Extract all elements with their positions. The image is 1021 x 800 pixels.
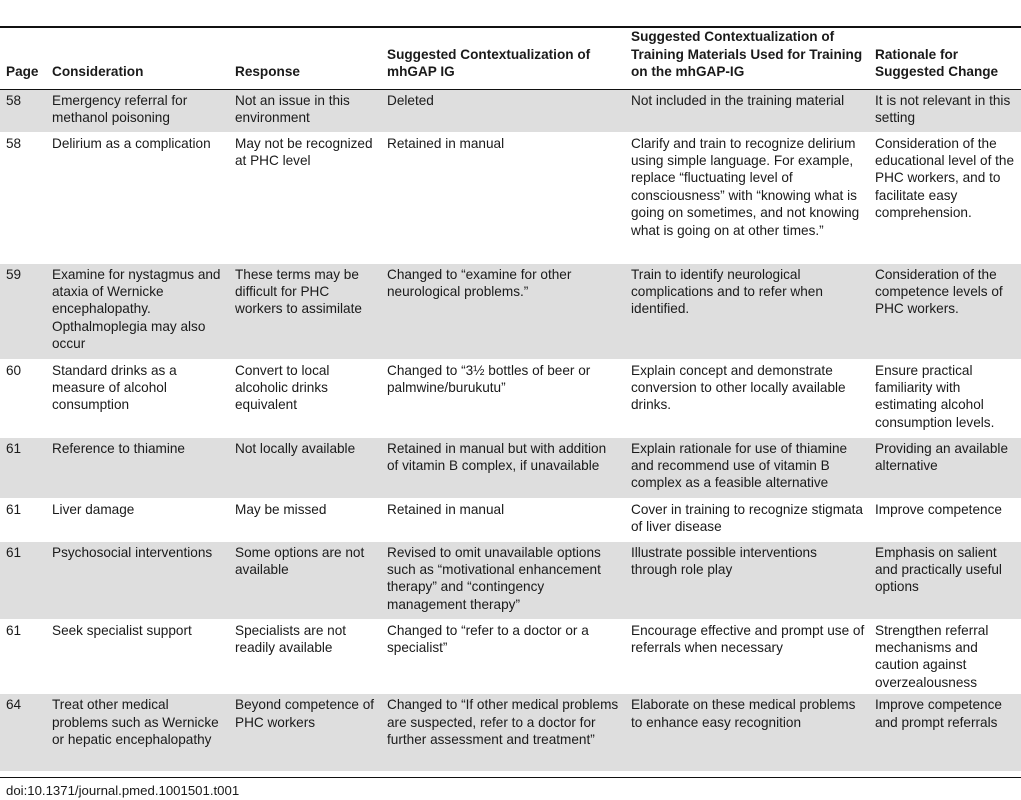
- cell-page: 64: [0, 694, 46, 772]
- cell-response: May not be recognized at PHC level: [229, 132, 381, 263]
- cell-response: Convert to local alcoholic drinks equivalent: [229, 359, 381, 437]
- cell-consideration: Psychosocial interventions: [46, 541, 229, 619]
- cell-rationale: Consideration of the educational level of the PHC workers, and to facilitate easy comprehension.: [869, 132, 1021, 263]
- cell-response: Some options are not available: [229, 541, 381, 619]
- header-row: [0, 28, 1021, 89]
- cell-consideration: Seek specialist support: [46, 619, 229, 694]
- header-training-contextualization: Suggested Contextualization of Training Materials Used for Training on the mhGAP-IG: [625, 28, 869, 89]
- cell-consideration: Delirium as a complication: [46, 132, 229, 263]
- cell-page: 61: [0, 498, 46, 541]
- cell-rationale: Improve competence and prompt referrals: [869, 694, 1021, 772]
- cell-training: Not included in the training material: [625, 89, 869, 132]
- table-row: [0, 694, 1021, 772]
- cell-mhgap: Changed to “If other medical problems are suspected, refer to a doctor for further assessment and treatment”: [381, 694, 625, 772]
- cell-consideration: Standard drinks as a measure of alcohol consumption: [46, 359, 229, 437]
- header-rationale: Rationale for Suggested Change: [869, 28, 1021, 89]
- cell-rationale: Emphasis on salient and practically useful options: [869, 541, 1021, 619]
- cell-training: Illustrate possible interventions through role play: [625, 541, 869, 619]
- cell-response: Not locally available: [229, 437, 381, 498]
- cell-training: Explain rationale for use of thiamine and recommend use of vitamin B complex as a feasible alternative: [625, 437, 869, 498]
- cell-training: Train to identify neurological complications and to refer when identified.: [625, 263, 869, 359]
- cell-response: Specialists are not readily available: [229, 619, 381, 694]
- table-row: [0, 541, 1021, 619]
- data-table: [0, 28, 1021, 772]
- cell-consideration: Treat other medical problems such as Wernicke or hepatic encephalopathy: [46, 694, 229, 772]
- table-row: [0, 89, 1021, 132]
- cell-consideration: Emergency referral for methanol poisoning: [46, 89, 229, 132]
- cell-training: Cover in training to recognize stigmata of liver disease: [625, 498, 869, 541]
- cell-mhgap: Deleted: [381, 89, 625, 132]
- cell-mhgap: Changed to “refer to a doctor or a specialist”: [381, 619, 625, 694]
- cell-mhgap: Changed to “3½ bottles of beer or palmwine/burukutu”: [381, 359, 625, 437]
- cell-response: These terms may be difficult for PHC workers to assimilate: [229, 263, 381, 359]
- cell-training: Elaborate on these medical problems to enhance easy recognition: [625, 694, 869, 772]
- cell-response: May be missed: [229, 498, 381, 541]
- header-consideration: Consideration: [46, 28, 229, 89]
- table-row: [0, 437, 1021, 498]
- header-mhgap-contextualization: Suggested Contextualization of mhGAP IG: [381, 28, 625, 89]
- header-response: Response: [229, 28, 381, 89]
- cell-page: 60: [0, 359, 46, 437]
- table-row: [0, 263, 1021, 359]
- table-row: [0, 619, 1021, 694]
- cell-consideration: Liver damage: [46, 498, 229, 541]
- cell-rationale: Ensure practical familiarity with estimating alcohol consumption levels.: [869, 359, 1021, 437]
- cell-rationale: It is not relevant in this setting: [869, 89, 1021, 132]
- cell-page: 61: [0, 541, 46, 619]
- cell-page: 61: [0, 619, 46, 694]
- cell-training: Clarify and train to recognize delirium using simple language. For example, replace “fluctuating level of consciousness” with “knowing what is going on sometimes, and not knowing what is going on at other times.”: [625, 132, 869, 263]
- cell-mhgap: Revised to omit unavailable options such as “motivational enhancement therapy” and “contingency management therapy”: [381, 541, 625, 619]
- cell-page: 59: [0, 263, 46, 359]
- cell-mhgap: Changed to “examine for other neurological problems.”: [381, 263, 625, 359]
- table-row: [0, 498, 1021, 541]
- cell-page: 58: [0, 89, 46, 132]
- table-row: [0, 132, 1021, 263]
- cell-rationale: Improve competence: [869, 498, 1021, 541]
- cell-response: Not an issue in this environment: [229, 89, 381, 132]
- table-row: [0, 359, 1021, 437]
- cell-page: 61: [0, 437, 46, 498]
- doi-caption: doi:10.1371/journal.pmed.1001501.t001: [6, 783, 240, 798]
- cell-consideration: Examine for nystagmus and ataxia of Wernicke encephalopathy. Opthalmoplegia may also occur: [46, 263, 229, 359]
- cell-training: Explain concept and demonstrate conversion to other locally available drinks.: [625, 359, 869, 437]
- cell-rationale: Strengthen referral mechanisms and caution against overzealousness: [869, 619, 1021, 694]
- cell-response: Beyond competence of PHC workers: [229, 694, 381, 772]
- cell-training: Encourage effective and prompt use of referrals when necessary: [625, 619, 869, 694]
- cell-mhgap: Retained in manual but with addition of vitamin B complex, if unavailable: [381, 437, 625, 498]
- cell-mhgap: Retained in manual: [381, 498, 625, 541]
- cell-page: 58: [0, 132, 46, 263]
- cell-rationale: Providing an available alternative: [869, 437, 1021, 498]
- header-page: Page: [0, 28, 46, 89]
- cell-mhgap: Retained in manual: [381, 132, 625, 263]
- table-bottom-rule: [0, 777, 1021, 778]
- cell-rationale: Consideration of the competence levels of PHC workers.: [869, 263, 1021, 359]
- cell-consideration: Reference to thiamine: [46, 437, 229, 498]
